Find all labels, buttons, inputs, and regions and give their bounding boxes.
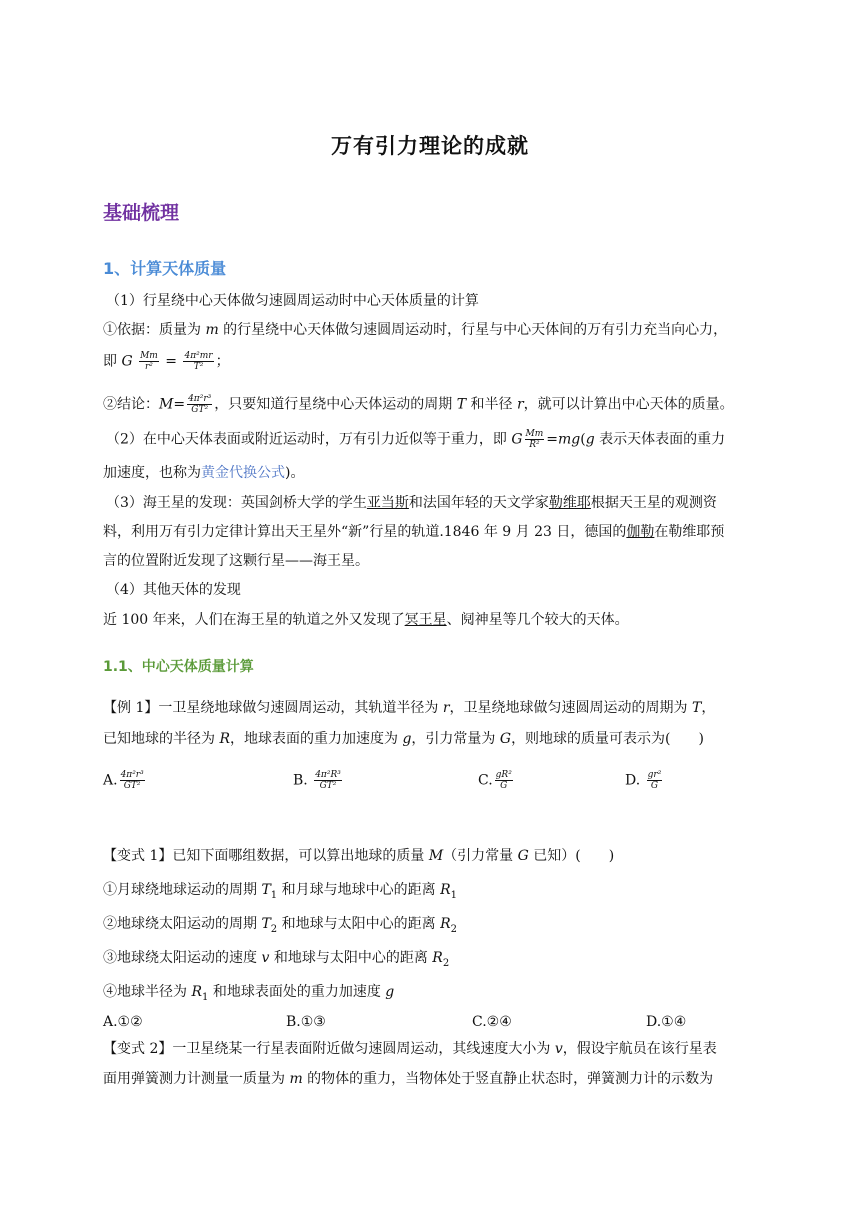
fraction: $\frac{\text{4π²mr}}{\text{T²}}$	[184, 351, 213, 372]
paragraph-8: （4）其他天体的发现	[106, 582, 241, 598]
option-b: B. $\frac{\text{4π²R³}}{\text{GT²}}$	[293, 770, 341, 791]
option-c: C. $\frac{\text{gR²}}{G}$	[478, 770, 512, 791]
paragraph-4: 加速度，也称为黄金代换公式)。	[103, 465, 305, 481]
variant-1-item: ④地球半径为 $R_1$ 和地球表面处的重力加速度 g	[103, 984, 395, 1003]
example-1-line-1: 【例 1】一卫星绕地球做匀速圆周运动，其轨道半径为 r，卫星绕地球做匀速圆周运动的周期为 T，	[103, 700, 716, 716]
variant-1-option-b: B.①③	[286, 1014, 326, 1030]
variant-1-option-a: A.①②	[103, 1014, 143, 1030]
variant-1-option-d: D.①④	[646, 1014, 687, 1030]
variant-1-question: 【变式 1】已知下面哪组数据，可以算出地球的质量 M（引力常量 G 已知）( )	[103, 848, 615, 864]
paragraph-2: ①依据：质量为 m 的行星绕中心天体做匀速圆周运动时，行星与中心天体间的万有引力充当向心力，	[103, 322, 728, 338]
variant-1-item: ②地球绕太阳运动的周期 $T_2$ 和地球与太阳中心的距离 $R_2$	[103, 916, 457, 935]
option-d: D. $\frac{\text{gr²}}{G}$	[625, 770, 662, 791]
variant-1-item: ①月球绕地球运动的周期 $T_1$ 和月球与地球中心的距离 $R_1$	[103, 882, 457, 901]
paragraph-3: （2）在中心天体表面或附近运动时，万有引力近似等于重力，即 G $\frac{Mm}{\text{R²}}$ =mg(g 表示天体表面的重力	[106, 429, 726, 450]
fraction: $\frac{Mm}{\text{R²}}$	[525, 429, 544, 450]
paragraph-1: （1）行星绕中心天体做匀速圆周运动时中心天体质量的计算	[106, 293, 479, 309]
variant-1-item: ③地球绕太阳运动的速度 v 和地球与太阳中心的距离 $R_2$	[103, 950, 450, 969]
fraction: $\frac{\text{4π²r³}}{\text{GT²}}$	[188, 394, 212, 415]
variant-1-option-c: C.②④	[472, 1014, 512, 1030]
fraction: $\frac{Mm}{\text{r²}}$	[140, 351, 158, 372]
option-a: A. $\frac{\text{4π²r³}}{\text{GT²}}$	[103, 770, 144, 791]
page-title: 万有引力理论的成就	[331, 133, 529, 158]
variant-2-line-1: 【变式 2】一卫星绕某一行星表面附近做匀速圆周运动，其线速度大小为 v，假设宇航员在该行星表	[103, 1041, 717, 1057]
golden-formula-link: 黄金代换公式	[201, 465, 285, 481]
formula-line-1: 即 G $\frac{Mm}{\text{r²}}$ = $\frac{\text{4π²mr}}{\text{T²}}$ ；	[103, 351, 230, 372]
paragraph-6: 料，利用万有引力定律计算出天王星外“新”行星的轨道.1846 年 9 月 23 日，德国的伽勒在勒维耶预	[103, 524, 725, 540]
subsection-heading: 1、计算天体质量	[103, 259, 227, 278]
example-1-line-2: 已知地球的半径为 R，地球表面的重力加速度为 g，引力常量为 G，则地球的质量可表示为( )	[103, 731, 704, 747]
paragraph-conclusion: ②结论：M= $\frac{\text{4π²r³}}{\text{GT²}}$ ，只要知道行星绕中心天体运动的周期 T 和半径 r，就可以计算出中心天体的质量。	[103, 394, 734, 415]
variant-2-line-2: 面用弹簧测力计测量一质量为 m 的物体的重力，当物体处于竖直静止状态时，弹簧测力计的示数为	[103, 1071, 714, 1087]
paragraph-5: （3）海王星的发现：英国剑桥大学的学生亚当斯和法国年轻的天文学家勒维耶根据天王星的观测资	[106, 495, 717, 511]
section-heading: 基础梳理	[103, 202, 180, 224]
paragraph-9: 近 100 年来，人们在海王星的轨道之外又发现了冥王星、阋神星等几个较大的天体。	[103, 612, 629, 628]
subsection-heading-2: 1.1、中心天体质量计算	[103, 659, 254, 675]
paragraph-7: 言的位置附近发现了这颗行星——海王星。	[103, 553, 369, 569]
